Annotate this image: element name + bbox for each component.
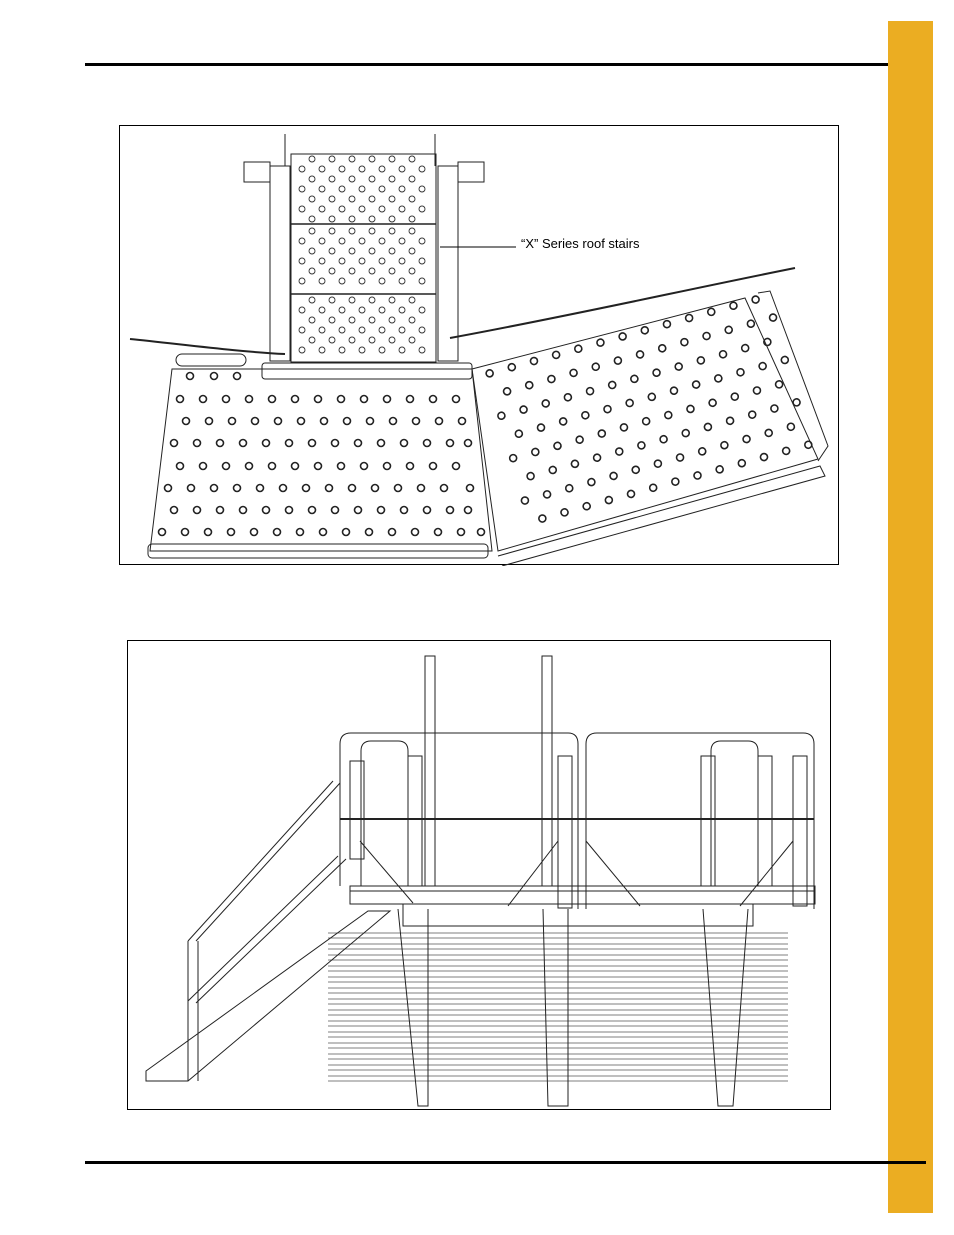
header-rule bbox=[85, 63, 926, 66]
callout-x-series-roof-stairs: “X” Series roof stairs bbox=[521, 236, 640, 251]
figure-side-view bbox=[127, 640, 831, 1110]
side-view-drawing bbox=[128, 641, 832, 1111]
footer-rule bbox=[85, 1161, 926, 1164]
section-tab bbox=[888, 21, 933, 1213]
top-view-drawing bbox=[120, 126, 840, 566]
figure-top-view bbox=[119, 125, 839, 565]
